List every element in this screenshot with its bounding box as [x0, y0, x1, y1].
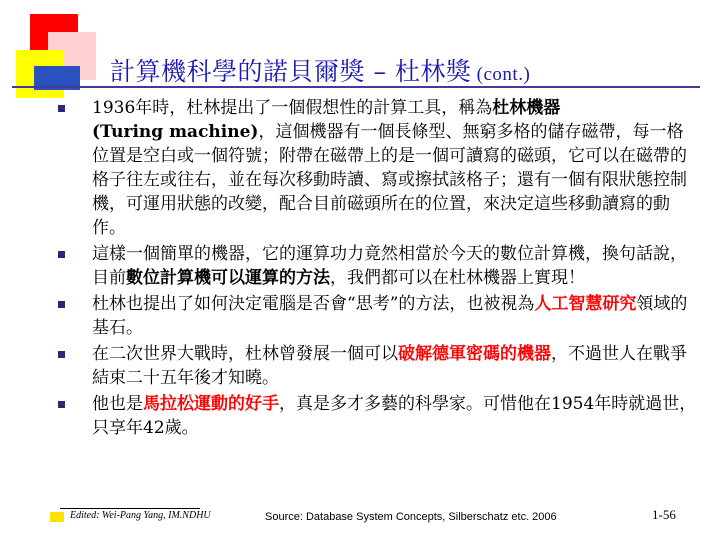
- title-suffix: (cont.): [471, 64, 531, 85]
- bullet-segment: ，真是多才多藝的科學家。可惜他在1954年時就過世，只享年42歲。: [92, 394, 697, 438]
- bullet-marker-icon: [58, 351, 65, 358]
- bullet-segment: 在二次世界大戰時，杜林曾發展一個可以: [92, 344, 398, 364]
- page-number: 1-56: [652, 507, 676, 522]
- bullet-segment: (Turing machine): [92, 122, 259, 142]
- bullet-text: [92, 394, 696, 438]
- footer-mark: [50, 512, 64, 522]
- footer-rule: [60, 508, 200, 509]
- bullet-segment: 人工智慧研究: [534, 294, 637, 314]
- bullet-item: [58, 96, 698, 240]
- bullet-segment: ，我們都可以在杜林機器上實現！: [330, 268, 585, 288]
- bullet-item: [58, 392, 698, 440]
- bullet-segment: 馬拉松運動的好手: [143, 394, 279, 414]
- bullet-marker-icon: [58, 251, 65, 258]
- bullet-segment: 領域的基石。: [92, 294, 688, 338]
- bullet-item: [58, 342, 698, 390]
- bullet-item: [58, 292, 698, 340]
- bullet-text: [92, 244, 687, 288]
- bullet-marker-icon: [58, 401, 65, 408]
- footer-editor: Edited: Wei-Pang Yang, IM.NDHU: [70, 510, 211, 521]
- bullet-segment: 數位計算機可以運算的方法: [126, 268, 330, 288]
- slide-title: [110, 52, 530, 88]
- bullet-segment: ，不過世人在戰爭結束二十五年後才知曉。: [92, 344, 687, 388]
- footer-source: Source: Database System Concepts, Silberschatz etc. 2006: [265, 511, 557, 523]
- bullet-segment: 這樣一個簡單的機器，它的運算功力竟然相當於今天的數位計算機，換句話說，目前: [92, 244, 687, 288]
- title-main: 計算機科學的諾貝爾獎 – 杜林獎: [110, 57, 472, 86]
- bullet-list: [58, 96, 698, 442]
- bullet-text: [92, 98, 687, 238]
- bullet-segment: 杜林機器: [492, 98, 561, 118]
- bullet-segment: 杜林也提出了如何決定電腦是否會“思考”的方法，也被視為: [92, 294, 535, 314]
- bullet-segment: ，這個機器有一個長條型、無窮多格的儲存磁帶，每一格位置是空白或一個符號；附帶在磁帶上的是一個可讀寫的磁頭，它可以在磁帶的格子往左或往右，並在每次移動時讀、寫或擦拭該格子；還有一個有限狀態控制機，可運用狀態的改變，配合目前磁頭所在的位置，來決定這些移動讀寫的動作。: [92, 122, 687, 238]
- bullet-text: [92, 294, 687, 338]
- bullet-segment: 他也是: [92, 394, 143, 414]
- bullet-item: [58, 242, 698, 290]
- bullet-segment: 破解德軍密碼的機器: [398, 344, 551, 364]
- bullet-text: [92, 344, 687, 388]
- bullet-marker-icon: [58, 301, 65, 308]
- bullet-segment: 1936年時，杜林提出了一個假想性的計算工具，稱為: [92, 98, 493, 118]
- bullet-marker-icon: [58, 105, 65, 112]
